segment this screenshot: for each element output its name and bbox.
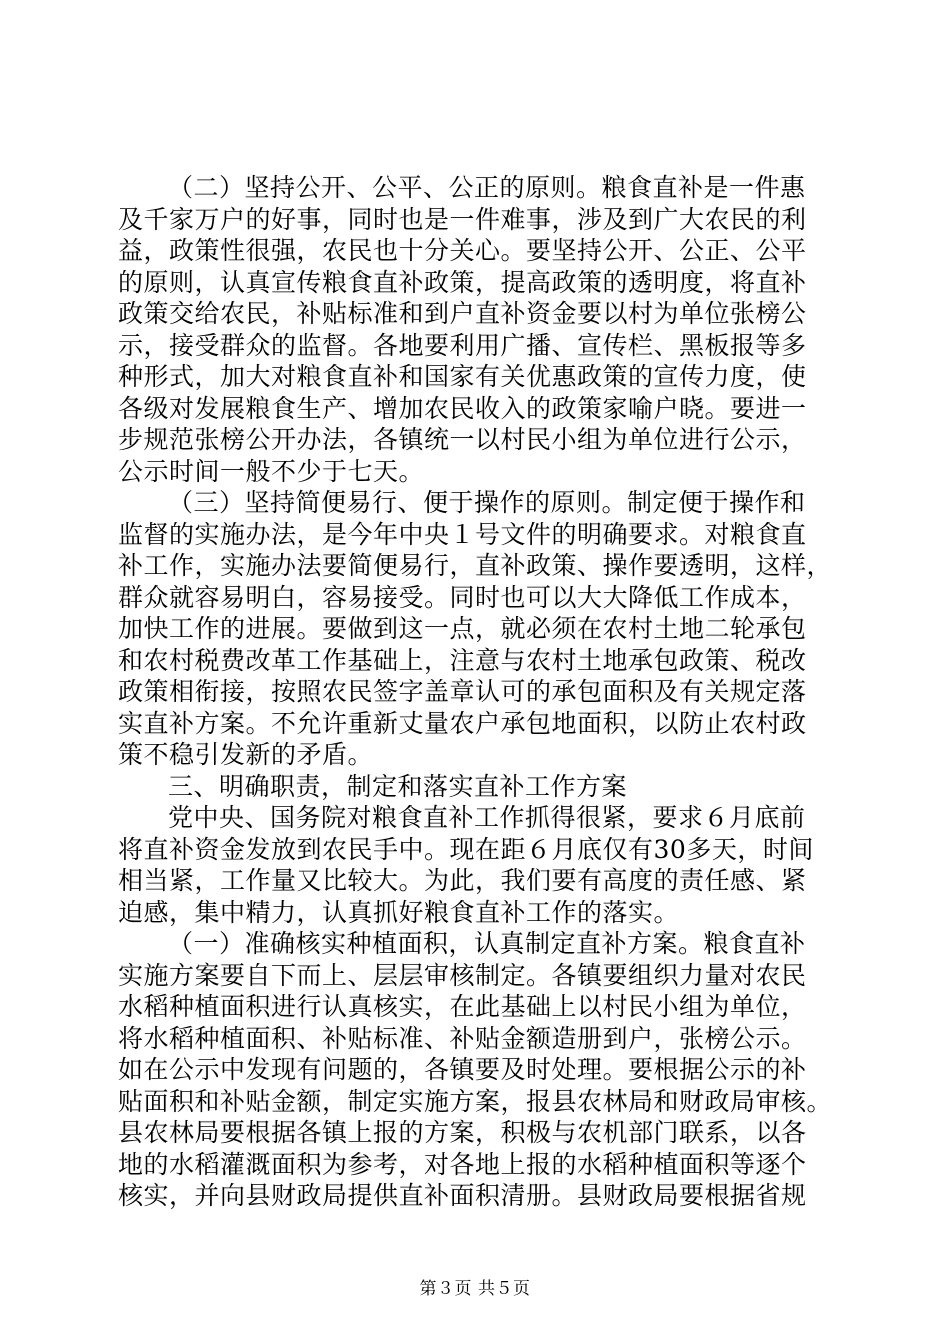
text-line: 如在公示中发现有问题的，各镇要及时处理。要根据公示的补 <box>118 1055 807 1084</box>
text-line: （一）准确核实种植面积，认真制定直补方案。粮食直补 <box>168 929 806 958</box>
text-line: （二）坚持公开、公平、公正的原则。粮食直补是一件惠 <box>168 173 806 202</box>
text-line: 相当紧，工作量又比较大。为此，我们要有高度的责任感、紧 <box>118 866 807 895</box>
text-line: 党中央、国务院对粮食直补工作抓得很紧，要求６月底前 <box>168 803 806 832</box>
text-line: 核实，并向县财政局提供直补面积清册。县财政局要根据省规 <box>118 1181 807 1210</box>
para-central-deadline <box>118 802 832 928</box>
text-line: 各级对发展粮食生产、增加农民收入的政策家喻户晓。要进一 <box>118 393 807 423</box>
text-line: 将直补资金发放到农民手中。现在距６月底仅有30多天，时间 <box>118 834 814 864</box>
text-line: 将水稻种植面积、补贴标准、补贴金额造册到户，张榜公示。 <box>118 1023 807 1053</box>
text-line: 实直补方案。不允许重新丈量农户承包地面积，以防止农村政 <box>118 708 807 738</box>
text-line: 水稻种植面积进行认真核实，在此基础上以村民小组为单位， <box>118 992 807 1021</box>
section-3-heading <box>118 771 832 803</box>
para-3-simplicity-principle <box>118 487 832 771</box>
text-line: 县农林局要根据各镇上报的方案，积极与农机部门联系，以各 <box>118 1118 807 1147</box>
para-1-verify-area <box>118 928 832 1212</box>
text-line: 群众就容易明白，容易接受。同时也可以大大降低工作成本， <box>118 582 807 612</box>
text-line: 公示时间一般不少于七天。 <box>118 456 425 486</box>
text-line: 补工作，实施办法要简便易行，直补政策、操作要透明，这样， <box>118 551 833 580</box>
text-line: 加快工作的进展。要做到这一点，就必须在农村土地二轮承包 <box>118 614 807 643</box>
text-line: 步规范张榜公开办法，各镇统一以村民小组为单位进行公示， <box>118 425 807 454</box>
text-line: 监督的实施办法，是今年中央１号文件的明确要求。对粮食直 <box>118 519 807 549</box>
text-line: 种形式，加大对粮食直补和国家有关优惠政策的宣传力度，使 <box>118 362 807 391</box>
document-body <box>118 172 832 1212</box>
text-line: 政策交给农民，补贴标准和到户直补资金要以村为单位张榜公 <box>118 299 807 328</box>
text-line: （三）坚持简便易行、便于操作的原则。制定便于操作和 <box>168 488 806 517</box>
text-line: 贴面积和补贴金额，制定实施方案，报县农林局和财政局审核。 <box>118 1086 833 1116</box>
text-line: 三、明确职责，制定和落实直补工作方案 <box>168 771 628 801</box>
text-line: 及千家万户的好事，同时也是一件难事，涉及到广大农民的利 <box>118 204 807 234</box>
text-line: 地的水稻灌溉面积为参考，对各地上报的水稻种植面积等逐个 <box>118 1149 807 1179</box>
para-2-openness-principle <box>118 172 832 487</box>
text-line: 和农村税费改革工作基础上，注意与农村土地承包政策、税改 <box>118 645 807 675</box>
text-line: 策不稳引发新的矛盾。 <box>118 740 374 769</box>
text-line: 的原则，认真宣传粮食直补政策，提高政策的透明度，将直补 <box>118 267 807 297</box>
page-footer: 第３页 共５页 <box>419 1279 531 1299</box>
text-line: 迫感，集中精力，认真抓好粮食直补工作的落实。 <box>118 897 680 927</box>
text-line: 实施方案要自下而上、层层审核制定。各镇要组织力量对农民 <box>118 960 807 990</box>
text-line: 政策相衔接，按照农民签字盖章认可的承包面积及有关规定落 <box>118 677 807 706</box>
text-line: 益，政策性很强，农民也十分关心。要坚持公开、公正、公平 <box>118 236 807 265</box>
text-line: 示，接受群众的监督。各地要利用广播、宣传栏、黑板报等多 <box>118 330 807 360</box>
